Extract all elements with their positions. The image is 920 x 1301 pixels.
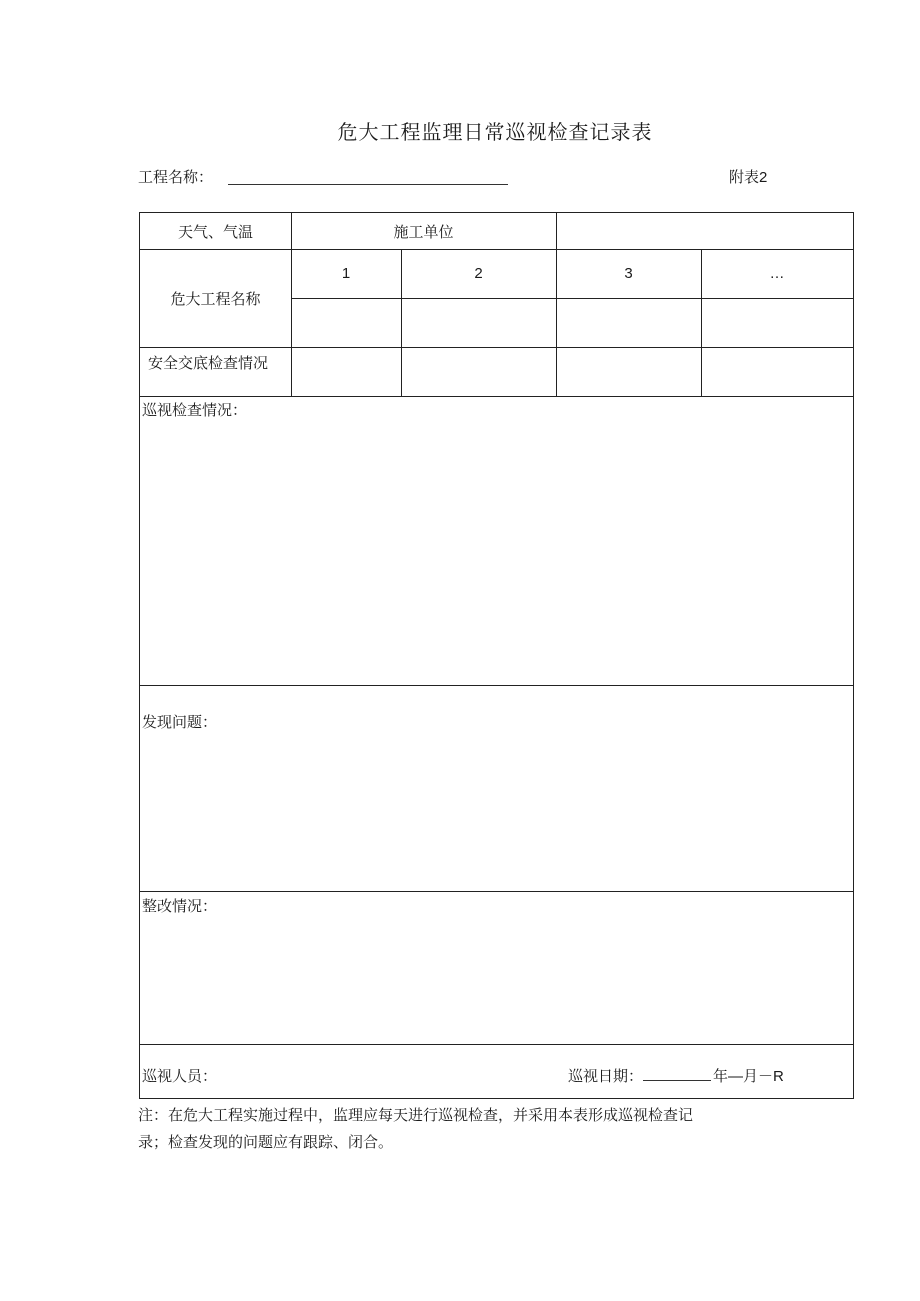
inspection-date — [568, 1065, 784, 1086]
column-number-1: 1 — [341, 265, 351, 282]
safety-briefing-field-3[interactable] — [556, 347, 701, 396]
problems-label: 发现问题： — [142, 713, 218, 731]
row-divider — [140, 396, 853, 397]
appendix-number: 2 — [759, 169, 768, 186]
date-suffix: 年—月－R — [713, 1068, 784, 1085]
inspection-label: 巡视检查情况： — [142, 401, 248, 419]
problems-field[interactable] — [140, 735, 853, 891]
column-more: … — [769, 265, 785, 282]
appendix-label — [729, 166, 767, 187]
construction-unit-field[interactable] — [556, 213, 853, 249]
safety-briefing-label: 安全交底检查情况 — [148, 354, 269, 372]
footnote — [138, 1102, 778, 1156]
inspection-field[interactable] — [140, 423, 853, 685]
project-name-field[interactable] — [228, 184, 508, 185]
project-item-field-2[interactable] — [401, 298, 556, 347]
row-divider — [140, 1044, 853, 1045]
safety-briefing-field-1[interactable] — [291, 347, 401, 396]
rectification-label: 整改情况： — [142, 897, 218, 915]
row-divider — [140, 891, 853, 892]
appendix-text: 附表 — [729, 168, 760, 186]
footnote-line-2: 录；检查发现的问题应有跟踪、闭合。 — [138, 1133, 394, 1151]
form-title: 危大工程监理日常巡视检查记录表 — [337, 120, 653, 144]
safety-briefing-field-2[interactable] — [401, 347, 556, 396]
project-name-row — [138, 166, 778, 190]
date-year-field[interactable] — [643, 1066, 711, 1081]
project-name-label: 工程名称： — [138, 168, 214, 186]
footnote-line-1: 注：在危大工程实施过程中，监理应每天进行巡视检查，并采用本表形成巡视检查记 — [138, 1106, 694, 1124]
project-item-field-4[interactable] — [701, 298, 853, 347]
rectification-field[interactable] — [140, 919, 853, 1044]
construction-unit-label: 施工单位 — [393, 222, 454, 241]
inspector-label: 巡视人员： — [142, 1067, 218, 1085]
inspection-date-label: 巡视日期： — [568, 1067, 644, 1085]
project-items-label: 危大工程名称 — [170, 289, 261, 308]
project-item-field-3[interactable] — [556, 298, 701, 347]
column-number-3: 3 — [624, 265, 633, 282]
column-number-2: 2 — [474, 265, 483, 282]
project-item-field-1[interactable] — [291, 298, 401, 347]
inspection-form-table — [139, 212, 854, 1099]
weather-label: 天气、气温 — [177, 222, 253, 241]
safety-briefing-field-4[interactable] — [701, 347, 853, 396]
row-divider — [140, 685, 853, 686]
